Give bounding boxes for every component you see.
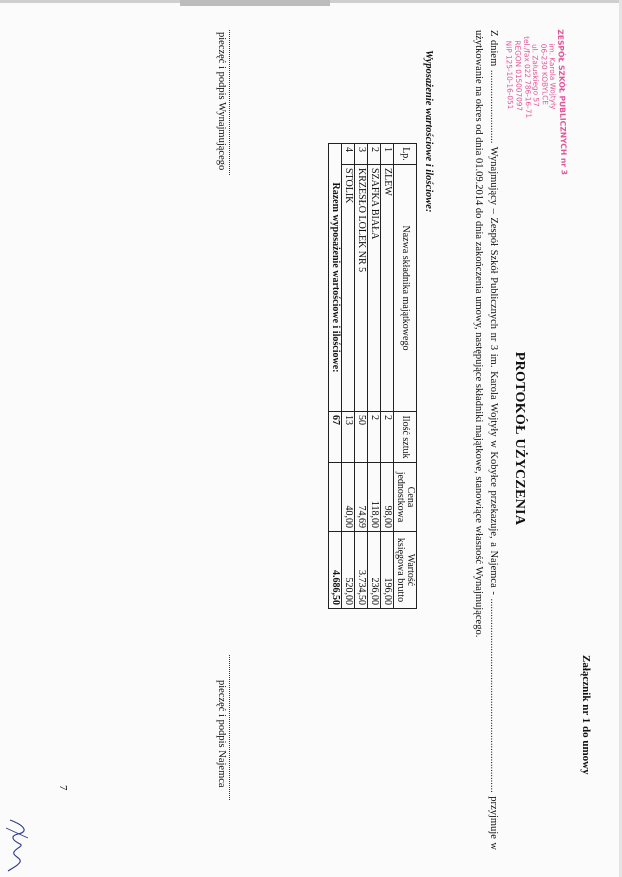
stamp-line: tel./fax 022 786-16-71	[521, 36, 533, 119]
cell-qty: 2	[381, 412, 394, 463]
tenant-blank: ..........................................................................	[488, 598, 499, 793]
cell-name: KRZESŁO LOLEK NR 5	[355, 165, 368, 412]
col-lp: Lp.	[394, 144, 417, 165]
para-text: przyjmuje w użytkowanie na okres od dnia 01.09.2014 do dnia zakończenia umowy, następujące składniki majątkowe, stanowiące własność Wynajmującego.	[473, 30, 499, 851]
cell-name: STOLIK	[342, 165, 355, 412]
col-name: Nazwa składnika majątkowego	[394, 165, 417, 412]
cell-name: SZAFKA BIAŁA	[368, 165, 381, 412]
signature-label-left: pieczęć i podpis Wynajmującego	[216, 32, 227, 171]
table-row	[381, 144, 394, 609]
total-value: 4.686,50	[329, 532, 342, 609]
initials-scribble	[4, 818, 32, 873]
stamp-line: ul. Załuskiego 57	[530, 43, 542, 107]
cell-value: 3.734,50	[355, 532, 368, 609]
table-row	[342, 144, 355, 609]
signature-line-right	[229, 655, 230, 800]
cell-price: 118,00	[368, 463, 381, 532]
table-header-row	[394, 144, 417, 609]
stamp-line: NIP 125-10-16-051	[504, 40, 516, 110]
cell-lp: 4	[342, 144, 355, 165]
cell-qty: 2	[368, 412, 381, 463]
col-price: Cena jednostkowa	[394, 463, 417, 532]
annex-label: Załącznik nr 1 do umowy	[580, 655, 592, 775]
cell-lp: 2	[368, 144, 381, 165]
table-row	[368, 144, 381, 609]
table-row	[355, 144, 368, 609]
cell-value: 236,00	[368, 532, 381, 609]
cell-value: 196,00	[381, 532, 394, 609]
signature-label-right: pieczęć i podpis Najemca	[216, 680, 227, 788]
cell-name: ZLEW	[381, 165, 394, 412]
cell-qty: 13	[342, 412, 355, 463]
stamp-line: REGON 015007097	[513, 40, 525, 112]
document-title: PROTOKÓŁ UŻYCZENIA	[512, 351, 527, 526]
table-total-row	[329, 144, 342, 609]
stamp-line: im. Karola Wojtyły	[547, 43, 559, 110]
cell-value: 520,00	[342, 532, 355, 609]
stamp-line: ZESPÓŁ SZKÓŁ PUBLICZNYCH nr 3	[555, 29, 569, 176]
para-text: Z dniem	[488, 30, 499, 67]
handover-paragraph	[471, 30, 500, 850]
equipment-table	[328, 143, 417, 609]
cell-price: 98,00	[381, 463, 394, 532]
cell-lp: 3	[355, 144, 368, 165]
signature-line-left	[229, 30, 230, 175]
date-blank: ............................	[488, 69, 499, 144]
total-price-empty	[329, 463, 342, 532]
col-value: Wartość księgowa brutto	[394, 532, 417, 609]
total-label: Razem wyposażenie wartościowe i ilościowe:	[329, 144, 342, 412]
page-number: 7	[57, 785, 69, 791]
cell-qty: 50	[355, 412, 368, 463]
total-qty: 67	[329, 412, 342, 463]
equipment-subheading: Wyposażenie wartościowe i ilościowe:	[423, 50, 434, 213]
cell-price: 40,00	[342, 463, 355, 532]
col-qty: Ilość sztuk	[394, 412, 417, 463]
para-text: Wynajmujący – Zespół Szkół Publicznych nr 3 im. Karola Wojtyły w Kobyłce przekazuje, a Najemca -	[488, 146, 499, 595]
stamp-line: 06-230 KOBYLCE	[539, 43, 550, 106]
cell-lp: 1	[381, 144, 394, 165]
cell-price: 74,69	[355, 463, 368, 532]
